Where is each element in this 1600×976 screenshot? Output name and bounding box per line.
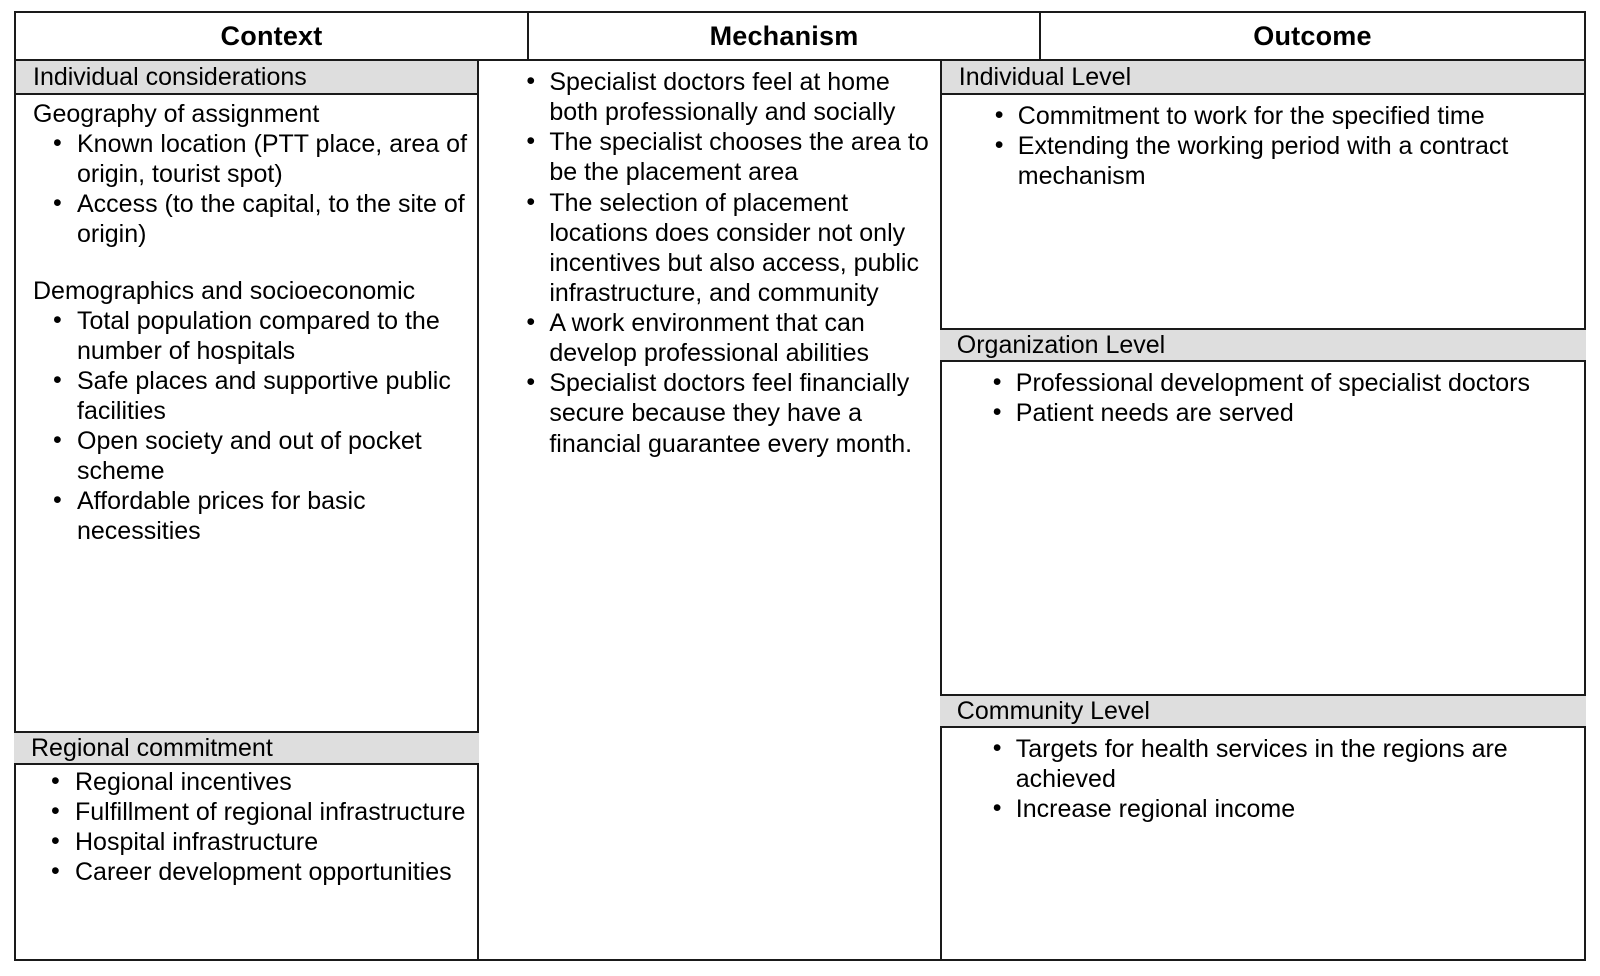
list-item: • Extending the working period with a contract mechanism [992,131,1574,191]
list-item: • A work environment that can develop professional abilities [523,308,931,368]
bullet-list-community-level [956,734,1576,824]
column-mechanism [479,61,941,959]
context-regional-commitment-body [14,765,479,888]
list-item: • Specialist doctors feel at home both professionally and socially [523,67,931,127]
list-item: • Patient needs are served [990,398,1576,428]
cmo-configuration-table [14,11,1586,961]
list-item: • Career development opportunities [48,857,469,887]
outcome-section-individual-level [942,61,1584,191]
table-body-row [16,61,1584,959]
list-item: • Access (to the capital, to the site of origin) [50,189,467,249]
column-header-mechanism: Mechanism [529,13,1041,59]
context-individual-considerations-body [16,95,477,547]
bullet-list-geography [33,129,467,250]
paragraph-spacer [33,250,467,274]
list-item: • Specialist doctors feel financially secure because they have a financial guarantee every month. [523,368,931,458]
list-item: • Fulfillment of regional infrastructure [48,797,469,827]
outcome-individual-level-body [942,95,1584,191]
list-item: • Safe places and supportive public facilities [50,366,467,426]
subheading-demographics-and-socioeconomic: Demographics and socioeconomic [33,276,416,305]
bullet-list-demographics [33,306,467,547]
list-item: • Commitment to work for the specified time [992,101,1574,131]
bullet-list-regional-commitment [31,767,469,888]
section-band-organization-level: Organization Level [940,328,1586,362]
list-item: • Increase regional income [990,794,1576,824]
context-section-regional-commitment [14,731,479,888]
subheading-geography-of-assignment: Geography of assignment [33,100,320,128]
list-item: • Regional incentives [48,767,469,797]
section-band-individual-level: Individual Level [942,61,1584,95]
mechanism-body [479,61,939,459]
outcome-section-community-level [940,694,1586,824]
list-item: • The specialist chooses the area to be the placement area [523,127,931,187]
outcome-community-level-body [940,728,1586,824]
bullet-list-individual-level [958,101,1574,191]
list-item: • Known location (PTT place, area of origin, tourist spot) [50,129,467,189]
section-band-individual-considerations: Individual considerations [16,61,477,95]
outcome-organization-level-body [940,362,1586,428]
column-header-outcome: Outcome [1253,20,1372,51]
context-section-individual-considerations [16,61,477,547]
list-item: • The selection of placement locations does consider not only incentives but also access, public infrastructure, and community [523,188,931,309]
section-band-regional-commitment: Regional commitment [14,731,479,765]
list-item: • Professional development of specialist doctors [990,368,1576,398]
list-item: • Affordable prices for basic necessities [50,486,467,546]
bullet-list-organization-level [956,368,1576,428]
list-item: • Total population compared to the number of hospitals [50,306,467,366]
column-outcome [942,61,1584,959]
table-header-row [16,13,1584,61]
list-item: • Hospital infrastructure [48,827,469,857]
section-band-community-level: Community Level [940,694,1586,728]
list-item: • Targets for health services in the regions are achieved [990,734,1576,794]
bullet-list-mechanism [495,67,931,459]
column-header-context: Context [16,13,529,59]
outcome-section-organization-level [940,328,1586,428]
list-item: • Open society and out of pocket scheme [50,426,467,486]
column-context [16,61,479,959]
